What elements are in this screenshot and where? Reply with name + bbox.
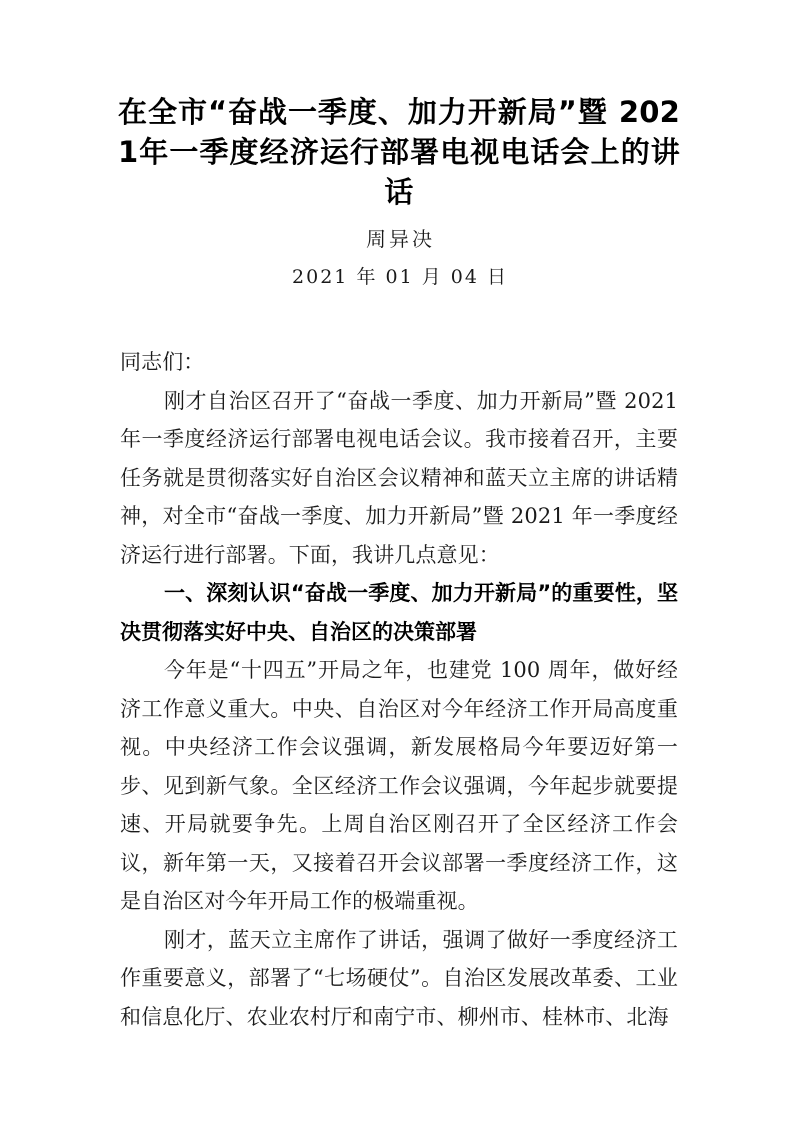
paragraph-3: 刚才，蓝天立主席作了讲话，强调了做好一季度经济工作重要意义，部署了“七场硬仗”。自治区发展改革委、工业和信息化厅、农业农村厅和南宁市、柳州市、桂林市、北海 bbox=[120, 927, 678, 1029]
section-heading-1: 一、深刻认识“奋战一季度、加力开新局”的重要性，坚决贯彻落实好中央、自治区的决策部署 bbox=[120, 581, 678, 644]
paragraph-2: 今年是“十四五”开局之年，也建党 100 周年，做好经济工作意义重大。中央、自治区对今年经济工作开局高度重视。中央经济工作会议强调，新发展格局今年要迈好第一步、见到新气象。全区经济工作会议强调，今年起步就要提速、开局就要争先。上周自治区刚召开了全区经济工作会议，新年第一天，又接着召开会议部署一季度经济工作，这是自治区对今年开局工作的极端重视。 bbox=[120, 658, 678, 913]
document-date: 2021 年 01 月 04 日 bbox=[292, 266, 508, 288]
title-line-1: 在全市“奋战一季度、加力开新局”暨 2021 bbox=[118, 95, 680, 169]
document-author: 周异决 bbox=[366, 227, 435, 251]
paragraph-1: 刚才自治区召开了“奋战一季度、加力开新局”暨 2021 年一季度经济运行部署电视电话会议。我市接着召开，主要任务就是贯彻落实好自治区会议精神和蓝天立主席的讲话精神，对全市“奋战一季度、加力开新局”暨 2021 年一季度经济运行进行部署。下面，我讲几点意见： bbox=[120, 388, 678, 567]
title-line-2: 年一季度经济运行部署电视电话会上的讲 bbox=[138, 135, 680, 169]
title-line-3: 话 bbox=[384, 175, 414, 209]
document-body bbox=[120, 343, 678, 1036]
salutation: 同志们： bbox=[120, 350, 205, 374]
title-block bbox=[118, 92, 680, 288]
page-title bbox=[118, 92, 680, 212]
